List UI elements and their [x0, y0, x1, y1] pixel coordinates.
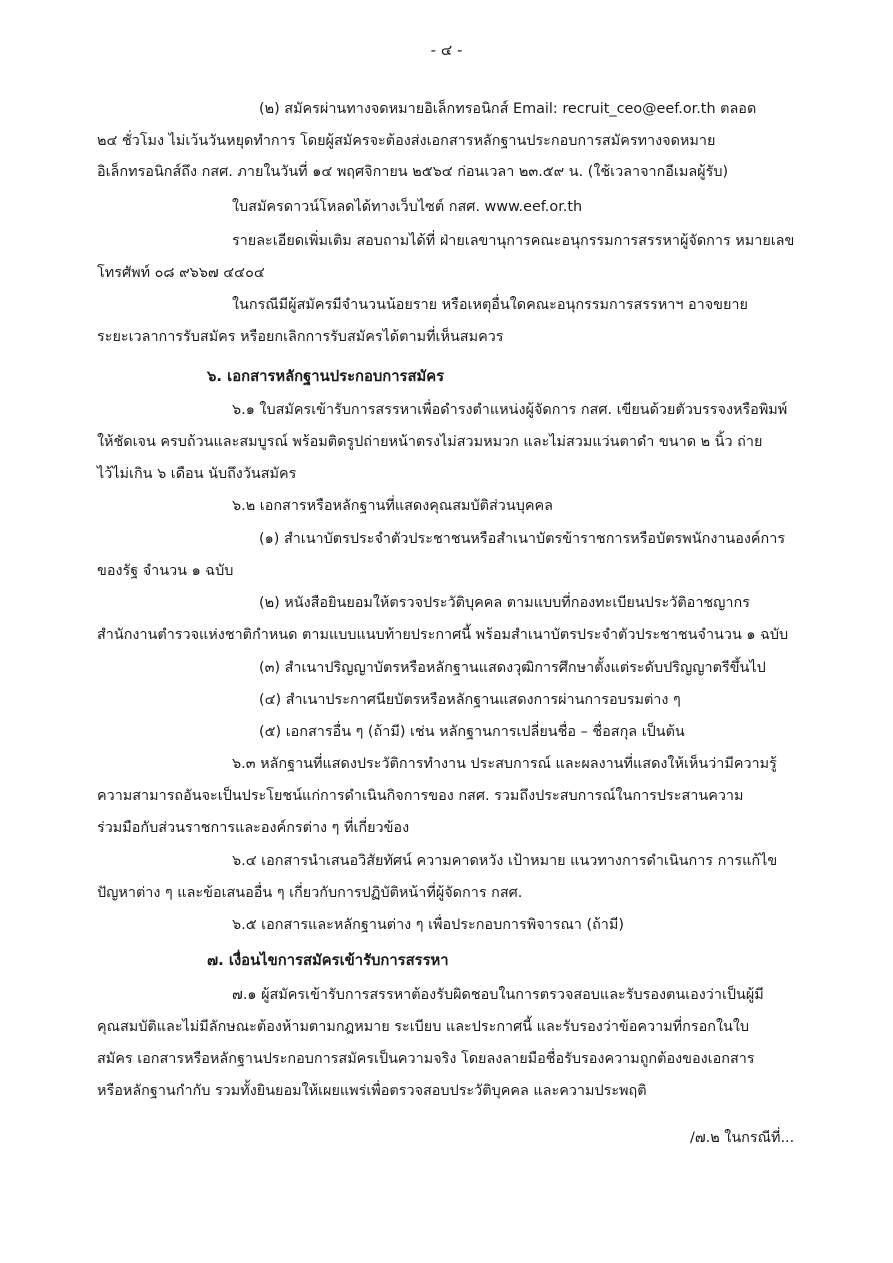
text: (๕) เอกสารอื่น ๆ (ถ้ามี) เช่น หลักฐานการเปลี่ยนชื่อ – ชื่อสกุล เป็นต้น	[259, 724, 685, 740]
text: (๑) สำเนาบัตรประจำตัวประชาชนหรือสำเนาบัตรข้าราชการหรือบัตรพนักงานองค์การ	[259, 531, 786, 547]
text: (๔) สำเนาประกาศนียบัตรหรือหลักฐานแสดงการผ่านการอบรมต่าง ๆ	[259, 692, 681, 708]
text: (๒) สมัครผ่านทางจดหมายอิเล็กทรอนิกส์ Email: recruit_ceo@eef.or.th ตลอด	[259, 101, 757, 117]
text: รายละเอียดเพิ่มเติม สอบถามได้ที่ ฝ่ายเลขานุการคณะอนุกรรมการสรรหาผู้จัดการ หมายเลข	[232, 233, 795, 249]
text: คุณสมบัติและไม่มีลักษณะต้องห้ามตามกฎหมาย ระเบียบ และประกาศนี้ และรับรองว่าข้อความที่กรอกในใบ	[97, 1019, 749, 1035]
text: ในกรณีมีผู้สมัครมีจำนวนน้อยราย หรือเหตุอื่นใดคณะอนุกรรมการสรรหาฯ อาจขยาย	[232, 297, 748, 313]
text: ร่วมมือกับส่วนราชการและองค์กรต่าง ๆ ที่เกี่ยวข้อง	[97, 820, 410, 836]
text: (๒) หนังสือยินยอมให้ตรวจประวัติบุคคล ตามแบบที่กองทะเบียนประวัติอาชญากร	[259, 595, 750, 611]
text: ๗. เงื่อนไขการสมัครเข้ารับการสรรหา	[207, 952, 449, 969]
text: ของรัฐ จำนวน ๑ ฉบับ	[97, 563, 234, 579]
text: หรือหลักฐานกำกับ รวมทั้งยินยอมให้เผยแพร่เพื่อตรวจสอบประวัติบุคคล และความประพฤติ	[97, 1083, 647, 1099]
page-number: - ๔ -	[430, 41, 463, 59]
text: ๖.๕ เอกสารและหลักฐานต่าง ๆ เพื่อประกอบการพิจารณา (ถ้ามี)	[232, 917, 624, 933]
text: ๗.๑ ผู้สมัครเข้ารับการสรรหาต้องรับผิดชอบในการตรวจสอบและรับรองตนเองว่าเป็นผู้มี	[232, 987, 764, 1003]
text: ให้ชัดเจน ครบถ้วนและสมบูรณ์ พร้อมติดรูปถ่ายหน้าตรงไม่สวมหมวก และไม่สวมแว่นตาดำ ขนาด ๒ นิ้ว ถ่าย	[97, 434, 763, 450]
text: ไว้ไม่เกิน ๖ เดือน นับถึงวันสมัคร	[97, 466, 297, 482]
text: ๖.๓ หลักฐานที่แสดงประวัติการทำงาน ประสบการณ์ และผลงานที่แสดงให้เห็นว่ามีความรู้	[232, 756, 777, 772]
text: ๖.๑ ใบสมัครเข้ารับการสรรหาเพื่อดำรงตำแหน่งผู้จัดการ กสศ. เขียนด้วยตัวบรรจงหรือพิมพ์	[232, 402, 788, 418]
text: สำนักงานตำรวจแห่งชาติกำหนด ตามแบบแนบท้ายประกาศนี้ พร้อมสำเนาบัตรประจำตัวประชาชนจำนวน ๑ ฉบับ	[97, 627, 789, 643]
text: ความสามารถอันจะเป็นประโยชน์แก่การดำเนินกิจการของ กสศ. รวมถึงประสบการณ์ในการประสานความ	[97, 788, 744, 804]
text: /๗.๒ ในกรณีที่...	[690, 1130, 795, 1146]
text: อิเล็กทรอนิกส์ถึง กสศ. ภายในวันที่ ๑๔ พฤศจิกายน ๒๕๖๔ ก่อนเวลา ๒๓.๕๙ น. (ใช้เวลาจากอีเมลผู้รับ)	[97, 164, 729, 180]
text: ๖.๒ เอกสารหรือหลักฐานที่แสดงคุณสมบัติส่วนบุคคล	[232, 498, 553, 514]
text: ๒๔ ชั่วโมง ไม่เว้นวันหยุดทำการ โดยผู้สมัครจะต้องส่งเอกสารหลักฐานประกอบการสมัครทางจดหมาย	[97, 133, 716, 149]
text: (๓) สำเนาปริญญาบัตรหรือหลักฐานแสดงวุฒิการศึกษาตั้งแต่ระดับปริญญาตรีขึ้นไป	[259, 660, 766, 676]
text: ใบสมัครดาวน์โหลดได้ทางเว็บไซต์ กสศ. www.eef.or.th	[232, 199, 583, 215]
text: ระยะเวลาการรับสมัคร หรือยกเลิกการรับสมัครได้ตามที่เห็นสมควร	[97, 329, 504, 345]
text: ๖. เอกสารหลักฐานประกอบการสมัคร	[207, 368, 445, 385]
text: โทรศัพท์ ๐๘ ๙๖๖๗ ๔๔๐๔	[97, 265, 265, 281]
text: สมัคร เอกสารหรือหลักฐานประกอบการสมัครเป็นความจริง โดยลงลายมือชื่อรับรองความถูกต้องของเอกสาร	[97, 1051, 755, 1067]
text: ๖.๔ เอกสารนำเสนอวิสัยทัศน์ ความคาดหวัง เป้าหมาย แนวทางการดำเนินการ การแก้ไข	[232, 853, 778, 869]
text: ปัญหาต่าง ๆ และข้อเสนออื่น ๆ เกี่ยวกับการปฏิบัติหน้าที่ผู้จัดการ กสศ.	[97, 885, 523, 901]
